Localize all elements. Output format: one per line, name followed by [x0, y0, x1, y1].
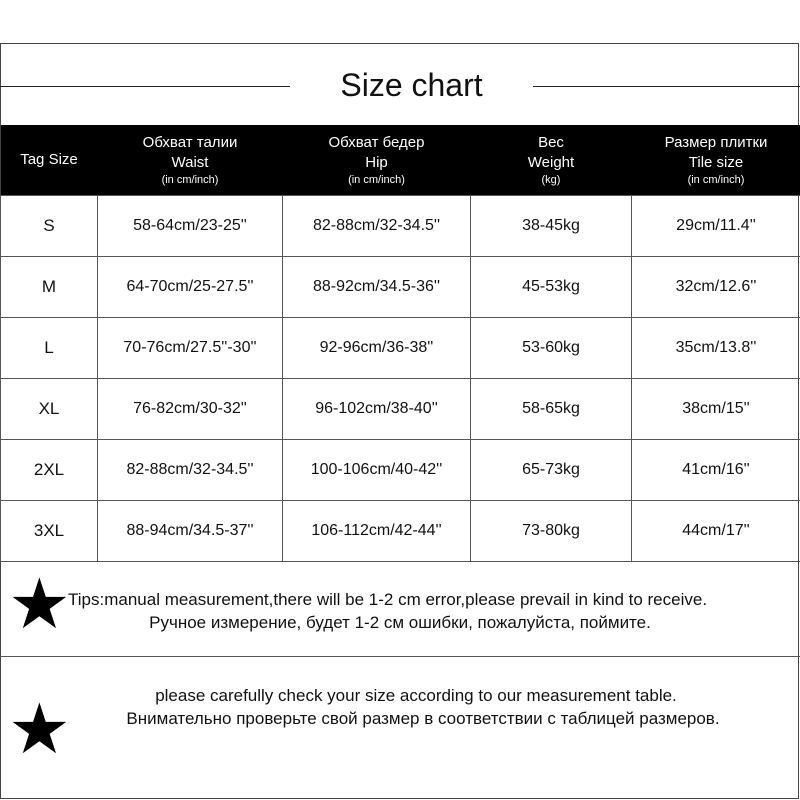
size-cell: L: [1, 317, 98, 378]
tip-measurement-error: [0, 561, 800, 657]
weight-cell: 58-65kg: [471, 378, 632, 439]
hip-cell: 100-106cm/40-42'': [283, 439, 471, 500]
header-hip: [283, 125, 471, 195]
page-title: Size chart: [340, 67, 483, 103]
header-hip-en: Hip: [365, 153, 388, 171]
header-waist: [98, 125, 283, 195]
header-waist-unit: (in cm/inch): [161, 173, 219, 186]
header-tag-size: [1, 125, 98, 195]
tile-cell: 32cm/12.6'': [632, 256, 800, 317]
weight-cell: 38-45kg: [471, 195, 632, 256]
tip-text-en: Tips:manual measurement,there will be 1-2 cm error,please prevail in kind to receive.: [68, 590, 708, 609]
hip-cell: 106-112cm/42-44'': [283, 500, 471, 561]
title-divider-left: [0, 86, 290, 87]
tile-cell: 44cm/17'': [632, 500, 800, 561]
table-row: [1, 256, 800, 317]
table-row: [1, 317, 800, 378]
tile-cell: 35cm/13.8'': [632, 317, 800, 378]
header-hip-ru: Обхват бедер: [328, 133, 425, 151]
star-icon: ★: [8, 565, 71, 643]
weight-cell: 53-60kg: [471, 317, 632, 378]
header-tag-size-label: Tag Size: [20, 150, 78, 168]
size-cell: 3XL: [1, 500, 98, 561]
table-row: [1, 439, 800, 500]
waist-cell: 82-88cm/32-34.5'': [98, 439, 283, 500]
tip-check-size: [0, 657, 800, 799]
table-row: [1, 500, 800, 561]
tile-cell: 29cm/11.4'': [632, 195, 800, 256]
header-tile-en: Tile size: [688, 153, 744, 171]
header-waist-ru: Обхват талии: [142, 133, 238, 151]
size-cell: M: [1, 256, 98, 317]
tile-cell: 41cm/16'': [632, 439, 800, 500]
waist-cell: 58-64cm/23-25'': [98, 195, 283, 256]
waist-cell: 70-76cm/27.5''-30'': [98, 317, 283, 378]
header-hip-unit: (in cm/inch): [348, 173, 405, 186]
header-weight-unit: (kg): [541, 173, 561, 186]
waist-cell: 88-94cm/34.5-37'': [98, 500, 283, 561]
weight-cell: 65-73kg: [471, 439, 632, 500]
hip-cell: 82-88cm/32-34.5'': [283, 195, 471, 256]
tip-text-ru: Ручное измерение, будет 1-2 см ошибки, пожалуйста, поймите.: [149, 613, 651, 632]
weight-cell: 73-80kg: [471, 500, 632, 561]
table-row: [1, 195, 800, 256]
title-divider-right: [533, 86, 800, 87]
weight-cell: 45-53kg: [471, 256, 632, 317]
waist-cell: 64-70cm/25-27.5'': [98, 256, 283, 317]
table-row: [1, 378, 800, 439]
tile-cell: 38cm/15'': [632, 378, 800, 439]
size-cell: 2XL: [1, 439, 98, 500]
size-cell: XL: [1, 378, 98, 439]
header-waist-en: Waist: [171, 153, 209, 171]
table-header-row: [1, 125, 800, 195]
header-tile-ru: Размер плитки: [664, 133, 768, 151]
star-icon: ★: [8, 690, 71, 768]
hip-cell: 96-102cm/38-40'': [283, 378, 471, 439]
header-weight-ru: Вес: [538, 133, 564, 151]
tip-text-en: please carefully check your size according to our measurement table.: [155, 686, 677, 705]
tip-text-ru: Внимательно проверьте свой размер в соответствии с таблицей размеров.: [126, 709, 720, 728]
header-tile-unit: (in cm/inch): [687, 173, 745, 186]
waist-cell: 76-82cm/30-32'': [98, 378, 283, 439]
header-tile: [632, 125, 800, 195]
size-cell: S: [1, 195, 98, 256]
hip-cell: 88-92cm/34.5-36'': [283, 256, 471, 317]
size-table: [0, 125, 800, 562]
hip-cell: 92-96cm/36-38'': [283, 317, 471, 378]
header-weight-en: Weight: [527, 153, 575, 171]
header-weight: [471, 125, 632, 195]
